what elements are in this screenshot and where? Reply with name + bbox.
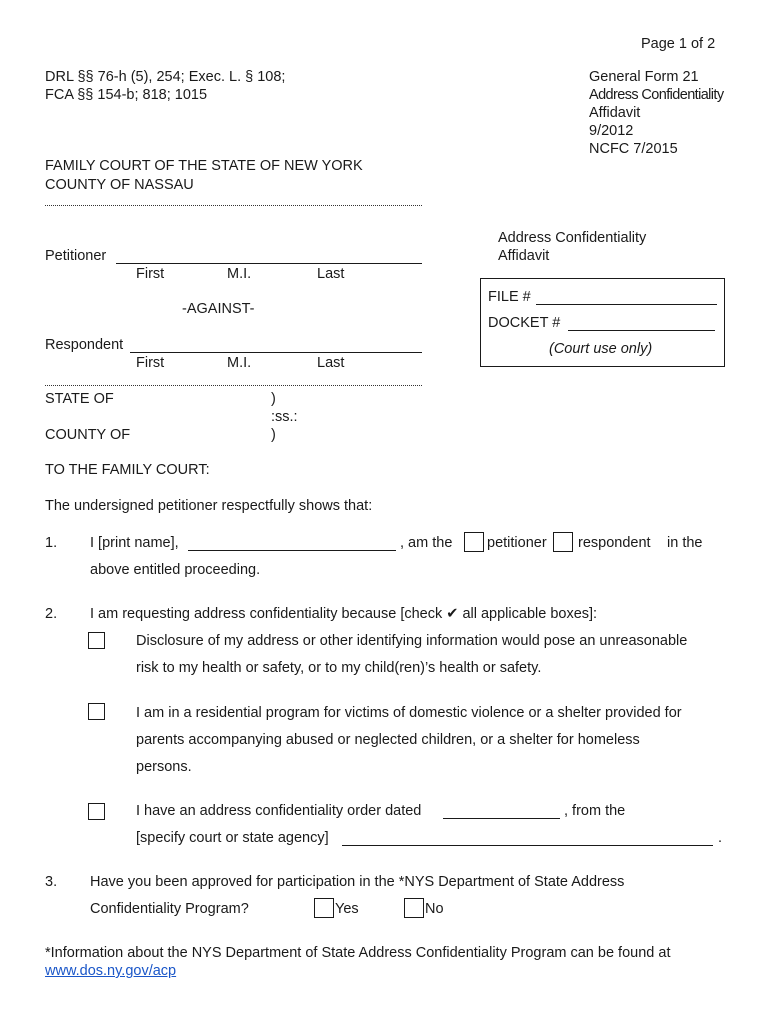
option-3-text-a: I have an address confidentiality order dated	[136, 803, 422, 819]
respondent-first-label: First	[136, 355, 165, 371]
item-2-intro-a: I am requesting address confidentiality because [check	[90, 606, 443, 622]
venue-paren-top: )	[271, 391, 276, 407]
option-2-line-3: persons.	[136, 759, 192, 775]
item-1-in-the: in the	[667, 535, 703, 551]
option-2-line-1: I am in a residential program for victims of domestic violence or a shelter provided for	[136, 705, 682, 721]
court-name: FAMILY COURT OF THE STATE OF NEW YORK	[45, 158, 363, 174]
option-1-line-2: risk to my health or safety, or to my child(ren)’s health or safety.	[136, 660, 542, 676]
confidentiality-order-checkbox[interactable]	[88, 803, 105, 820]
caption-top-divider	[45, 205, 422, 206]
venue-ss: :ss.:	[271, 409, 298, 425]
respondent-last-label: Last	[317, 355, 345, 371]
option-2-line-2: parents accompanying abused or neglected children, or a shelter for homeless	[136, 732, 640, 748]
form-subtitle: Affidavit	[589, 105, 641, 121]
court-county: COUNTY OF NASSAU	[45, 177, 194, 193]
petitioner-label: Petitioner	[45, 248, 107, 264]
form-name: General Form 21	[589, 69, 699, 85]
option-3-text-b: , from the	[564, 803, 626, 819]
against-label: -AGAINST-	[182, 301, 255, 317]
respondent-checkbox[interactable]	[553, 532, 573, 552]
item-3-line-2: Confidentiality Program?	[90, 901, 249, 917]
petitioner-option-label: petitioner	[487, 535, 547, 551]
statute-line-2: FCA §§ 154-b; 818; 1015	[45, 87, 208, 103]
form-revision: NCFC 7/2015	[589, 141, 678, 157]
form-date: 9/2012	[589, 123, 634, 139]
item-2-intro-b: all applicable boxes]:	[462, 606, 598, 622]
docket-number-label: DOCKET #	[488, 315, 561, 331]
checkmark-icon: ✔	[446, 606, 459, 622]
order-date-field[interactable]	[443, 818, 560, 819]
statute-line-1: DRL §§ 76-h (5), 254; Exec. L. § 108;	[45, 69, 286, 85]
document-title: Address Confidentiality	[498, 230, 647, 246]
intro-text: The undersigned petitioner respectfully shows that:	[45, 498, 373, 514]
item-1-prefix: I [print name],	[90, 535, 179, 551]
venue-paren-bottom: )	[271, 427, 276, 443]
respondent-mi-label: M.I.	[227, 355, 252, 371]
acp-yes-checkbox[interactable]	[314, 898, 334, 918]
petitioner-name-line[interactable]	[116, 263, 422, 264]
court-or-agency-field[interactable]	[342, 845, 713, 846]
court-use-note: (Court use only)	[549, 341, 653, 357]
respondent-name-line[interactable]	[130, 352, 422, 353]
item-1-number: 1.	[45, 535, 58, 551]
acp-yes-label: Yes	[335, 901, 359, 917]
item-2-intro	[90, 606, 597, 622]
state-of-label: STATE OF	[45, 391, 114, 407]
acp-link[interactable]: www.dos.ny.gov/acp	[45, 963, 177, 979]
petitioner-last-label: Last	[317, 266, 345, 282]
page-number: Page 1 of 2	[641, 36, 716, 52]
residential-program-checkbox[interactable]	[88, 703, 105, 720]
option-3-end: .	[718, 830, 723, 846]
item-3-number: 3.	[45, 874, 58, 890]
respondent-option-label: respondent	[578, 535, 651, 551]
item-1-am-the: , am the	[400, 535, 453, 551]
item-2-number: 2.	[45, 606, 58, 622]
petitioner-mi-label: M.I.	[227, 266, 252, 282]
form-title: Address Confidentiality	[589, 87, 724, 103]
option-3-line-2: [specify court or state agency]	[136, 830, 329, 846]
to-court-heading: TO THE FAMILY COURT:	[45, 462, 210, 478]
footnote-text: *Information about the NYS Department of State Address Confidentiality Program can be found at	[45, 945, 671, 961]
file-number-label: FILE #	[488, 289, 531, 305]
county-of-label: COUNTY OF	[45, 427, 131, 443]
respondent-label: Respondent	[45, 337, 124, 353]
acp-no-label: No	[425, 901, 444, 917]
print-name-field[interactable]	[188, 550, 396, 551]
caption-bottom-divider	[45, 385, 422, 386]
petitioner-checkbox[interactable]	[464, 532, 484, 552]
file-number-field[interactable]	[536, 304, 717, 305]
document-title-line-2: Affidavit	[498, 248, 550, 264]
option-1-line-1: Disclosure of my address or other identifying information would pose an unreasonable	[136, 633, 688, 649]
disclosure-risk-checkbox[interactable]	[88, 632, 105, 649]
petitioner-first-label: First	[136, 266, 165, 282]
item-1-line-2: above entitled proceeding.	[90, 562, 261, 578]
docket-number-field[interactable]	[568, 330, 715, 331]
item-3-line-1: Have you been approved for participation in the *NYS Department of State Address	[90, 874, 625, 890]
acp-no-checkbox[interactable]	[404, 898, 424, 918]
